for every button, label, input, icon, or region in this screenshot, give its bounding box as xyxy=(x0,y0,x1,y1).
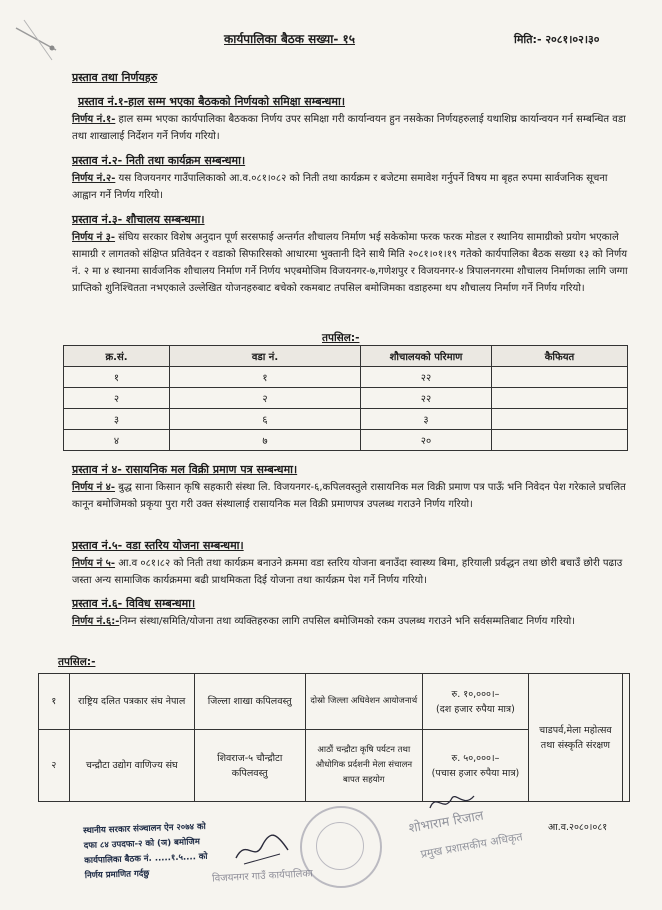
handwritten-signature xyxy=(232,828,292,868)
decision-paragraph xyxy=(72,229,628,297)
address-cell: शिवराज-५ चौन्द्रौटा कपिलवस्तु xyxy=(194,730,305,802)
decision-text: निम्न संस्था/समिति/योजना तथा व्यक्तिहरुका लागि तपसिल बमोजिमको रकम उपलब्ध गराउने भनि सर्वसम्मतिबाट निर्णय गरियो। xyxy=(119,616,576,627)
decision-text: हाल सम्म भएका कार्यपालिका बैठकका निर्णय उपर समिक्षा गरी कार्यान्वयन हुन नसकेका निर्णयहरुलाई यथाशिघ्र कार्यान्वयन गर्न सम्बन्धित वडा तथा शाखालाई निर्देशन गर्ने निर्णय गरियो। xyxy=(72,114,626,142)
decision-paragraph xyxy=(72,111,628,145)
table-cell xyxy=(492,388,628,409)
serial-cell: १ xyxy=(39,674,70,730)
table-row xyxy=(64,409,628,430)
table-cell: १ xyxy=(170,367,361,388)
decision-paragraph xyxy=(72,613,628,630)
decision-lead: निर्णय नं.२- xyxy=(72,173,116,184)
stamp-line: निर्णय प्रमाणित गर्दछु xyxy=(84,868,150,882)
decision-lead: निर्णय नं ३- xyxy=(72,232,116,243)
seal-caption: विजयनगर गाउँ कार्यपालिका xyxy=(211,868,313,885)
document-title: कार्यपालिका बैठक सख्या- १५ xyxy=(224,32,356,46)
proposal-title: प्रस्ताव नं.६- विविध सम्बन्धमा। xyxy=(72,597,196,610)
decision-text: बुद्ध साना किसान कृषि सहकारी संस्था लि. विजयनगर-६,कपिलवस्तुले रासायनिक मल विक्री प्रमाण पत्र पाऊँ भनि निवेदन पेश गरेकाले प्रचलित कानून बमोजिमको प्रकृया पुरा गरी उक्त संस्थालाई रासायनिक मल विक्री प्रमाणपत्र उपलब्ध गराउने निर्णय गरियो। xyxy=(72,482,626,510)
table-cell: १ xyxy=(64,367,170,388)
proposal-title: प्रस्ताव नं ४- रासायनिक मल विक्री प्रमाण पत्र सम्बन्धमा। xyxy=(72,463,298,476)
organization-cell: राष्ट्रिय दलित पत्रकार संघ नेपाल xyxy=(69,674,194,730)
table-cell: २ xyxy=(170,388,361,409)
purpose-cell: आठौं चन्द्रौटा कृषि पर्यटन तथा औधोगिक प्रर्दशनी मेला संचालन बापत सहयोग xyxy=(305,730,423,802)
table-cell xyxy=(492,409,628,430)
decision-lead: निर्णय नं.६:- xyxy=(72,616,120,627)
table-cell: ४ xyxy=(64,430,170,451)
proposal-title: प्रस्ताव नं.३- शौचालय सम्बन्धमा। xyxy=(72,213,205,226)
table-cell xyxy=(492,430,628,451)
table-row xyxy=(64,367,628,388)
table-cell: २२ xyxy=(361,367,492,388)
staple-pin-icon xyxy=(6,10,62,66)
decision-lead: निर्णय नं ४- xyxy=(72,482,116,493)
certification-stamp xyxy=(83,820,208,884)
toilet-table xyxy=(63,345,628,451)
address-cell: जिल्ला शाखा कपिलवस्तु xyxy=(194,674,305,730)
amount-words: (पचास हजार रुपैया मात्र) xyxy=(431,767,520,779)
stamp-line: स्थानीय सरकार संञ्चालन ऐन २०७४ को xyxy=(83,821,206,837)
table-cell: ६ xyxy=(170,409,361,430)
proposal-title: प्रस्ताव नं.५- वडा स्तरिय योजना सम्बन्धमा। xyxy=(72,539,244,552)
section-heading: प्रस्ताव तथा निर्णयहरु xyxy=(72,71,158,84)
table-cell: २० xyxy=(361,430,492,451)
remark-cell: चाडपर्व,मेला महोत्सव तथा संस्कृति संरक्षण xyxy=(528,674,622,802)
table-cell: २२ xyxy=(361,388,492,409)
signatory-title: प्रमुख प्रशासकीय अधिकृत xyxy=(419,830,524,861)
table-row xyxy=(39,674,630,730)
amount-figure: रु. ५०,०००।– xyxy=(451,752,500,764)
decision-lead: निर्णय नं ५- xyxy=(72,558,116,569)
column-header: कैफियत xyxy=(492,346,628,367)
decision-text: यस विजयनगर गाउँपालिकाको आ.व.०८१।०८२ को निती तथा कार्यक्रम र बजेटमा समावेश गर्नुपर्ने विषय मा बृहत रुपमा सार्वजनिक सूचना आह्वान गर्ने निर्णय गरियो। xyxy=(72,173,608,201)
organization-cell: चन्द्रौटा उद्योग वाणिज्य संघ xyxy=(69,730,194,802)
proposal-title: प्रस्ताव नं.२- निती तथा कार्यक्रम सम्बन्धमा। xyxy=(72,154,246,167)
tapsil-label: तपसिल:- xyxy=(322,332,360,344)
decision-paragraph xyxy=(72,555,628,589)
decision-paragraph xyxy=(72,170,628,204)
empty-cell xyxy=(623,674,630,802)
tapsil-label: तपसिल:- xyxy=(58,656,96,668)
table-cell: २ xyxy=(64,388,170,409)
fiscal-year: आ.व.२०८०।०८१ xyxy=(548,822,608,833)
proposal-title: प्रस्ताव नं.१-हाल सम्म भएका बैठकको निर्णयको समिक्षा सम्बन्धमा। xyxy=(78,95,346,108)
amount-cell xyxy=(423,674,529,730)
table-cell: ७ xyxy=(170,430,361,451)
amount-words: (दश हजार रुपैया मात्र) xyxy=(436,703,515,715)
document-date: मिति:- २०८१।०२।३० xyxy=(514,33,600,46)
decision-text: संघिय सरकार विशेष अनुदान पूर्ण सरसफाई अन्तर्गत शौचालय निर्माण भई सकेकोमा फरक फरक मोडल र स्थानिय सामाग्रीको प्रयोग भएकाले सामाग्री र लागतको संक्षिप्त प्रतिवेदन र वडाको सिफारिसको आधारमा भुक्तानी दिने साथै मिति २०८१।०१।१९ गतेको कार्यपालिका बैठक सख्या १३ को निर्णय नं. २ मा ४ स्थानमा सार्वजनिक शौचालय निर्माण गर्ने निर्णय भएबमोजिम विजयनगर-७,गणेशपुर र विजयनगर-४ त्रिपालनगरमा शौचालय निर्माणका लागि जग्गा प्राप्तिको शुनिश्चितता नभएकाले उल्लेखित योजनहरुबाट बचेको रकमबाट तपसिल बमोजिमका वडाहरुमा थप शौचालय निर्माण गर्ने निर्णय गरियो। xyxy=(72,232,628,294)
table-cell: ३ xyxy=(361,409,492,430)
decision-paragraph xyxy=(72,479,628,513)
stamp-line: कार्यपालिका बैठक नं. .....१.५.... को xyxy=(84,851,208,867)
column-header: वडा नं. xyxy=(170,346,361,367)
table-cell xyxy=(492,367,628,388)
column-header: क्र.सं. xyxy=(64,346,170,367)
table-header-row xyxy=(64,346,628,367)
decision-text: आ.व ०८१।८२ को निती तथा कार्यक्रम बनाउने क्रममा वडा स्तरिय योजना बनाउँदा स्वास्थ्य बिमा, हरियाली प्रर्वद्धन तथा छोरी बचाउँ छोरी पढाउ जस्ता अन्य सामाजिक कार्यक्रममा बढी प्राथमिकता दिई योजना तथा कार्यक्रम पेश गर्ने निर्णय गरियो। xyxy=(72,558,623,586)
table-cell: ३ xyxy=(64,409,170,430)
table-row xyxy=(64,388,628,409)
decision-lead: निर्णय नं.१- xyxy=(72,114,116,125)
table-row xyxy=(64,430,628,451)
purpose-cell: दोस्रो जिल्ला अधिवेशन आयोजनार्थ xyxy=(305,674,423,730)
grant-table xyxy=(38,673,630,802)
serial-cell: २ xyxy=(39,730,70,802)
column-header: शौचालयको परिमाण xyxy=(361,346,492,367)
stamp-line: दफा ८४ उपदफा-२ को (ञ) बमोजिम xyxy=(83,837,201,852)
signatory-name: शोभाराम रिजाल xyxy=(407,808,485,837)
amount-figure: रु. १०,०००।– xyxy=(451,688,500,700)
